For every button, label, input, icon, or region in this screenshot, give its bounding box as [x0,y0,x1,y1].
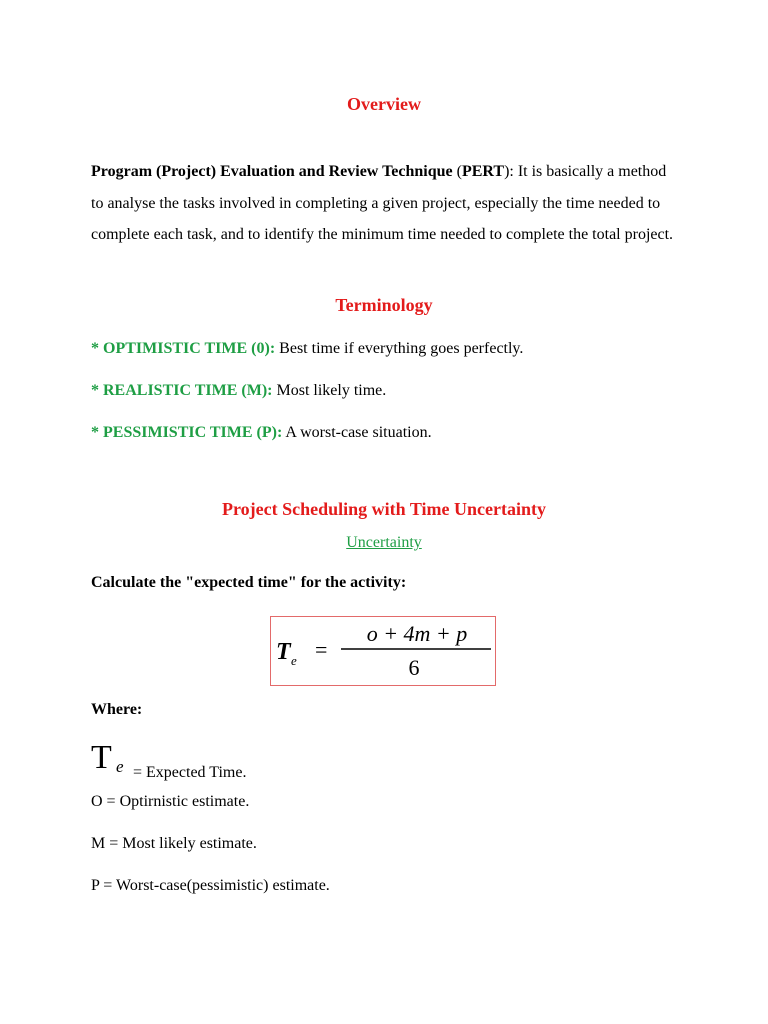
term-pessimistic-text: A worst-case situation. [282,424,432,441]
term-realistic [91,382,386,400]
pert-definition-text: : It is basically a method to analyse the tasks involved in completing a given project, especially the time needed to complete each task, and to identify the minimum time needed to complete the total project. [91,163,674,243]
formula-denominator: 6 [408,655,420,680]
term-optimistic [91,340,523,358]
formula-lhs-t: T [276,639,291,665]
term-optimistic-text: Best time if everything goes perfectly. [275,340,524,357]
uncertainty-link[interactable]: Uncertainty [346,534,422,551]
term-optimistic-label: * OPTIMISTIC TIME (0): [91,340,276,357]
pert-abbr-close: ) [504,163,510,180]
expected-time-formula [270,616,496,686]
formula-numerator: o + 4m + p [366,621,468,646]
definition-te [91,739,247,782]
calc-instruction: Calculate the "expected time" for the activity: [91,574,407,591]
definition-p: P = Worst-case(pessimistic) estimate. [91,877,330,894]
overview-heading: Overview [347,94,421,114]
scheduling-heading: Project Scheduling with Time Uncertainty [222,499,546,519]
term-realistic-text: Most likely time. [272,382,387,399]
te-symbol-e: e [116,757,124,776]
pert-definition-paragraph [91,156,681,251]
definition-o: O = Optirnistic estimate. [91,793,250,810]
pert-abbr: PERT [461,163,505,180]
definition-m: M = Most likely estimate. [91,835,257,852]
terminology-heading: Terminology [335,295,433,315]
term-pessimistic [91,424,432,442]
te-symbol-t: T [91,739,112,776]
pert-term: Program (Project) Evaluation and Review Technique [91,163,453,180]
term-realistic-label: * REALISTIC TIME (M): [91,382,273,399]
where-label: Where: [91,701,143,718]
pert-abbr-open: ( [452,163,462,180]
formula-equals: = [315,637,328,662]
term-pessimistic-label: * PESSIMISTIC TIME (P): [91,424,283,441]
formula-svg [271,617,497,687]
formula-lhs-e: e [291,653,297,668]
te-symbol [91,739,129,781]
definition-te-text: = Expected Time. [129,764,247,781]
